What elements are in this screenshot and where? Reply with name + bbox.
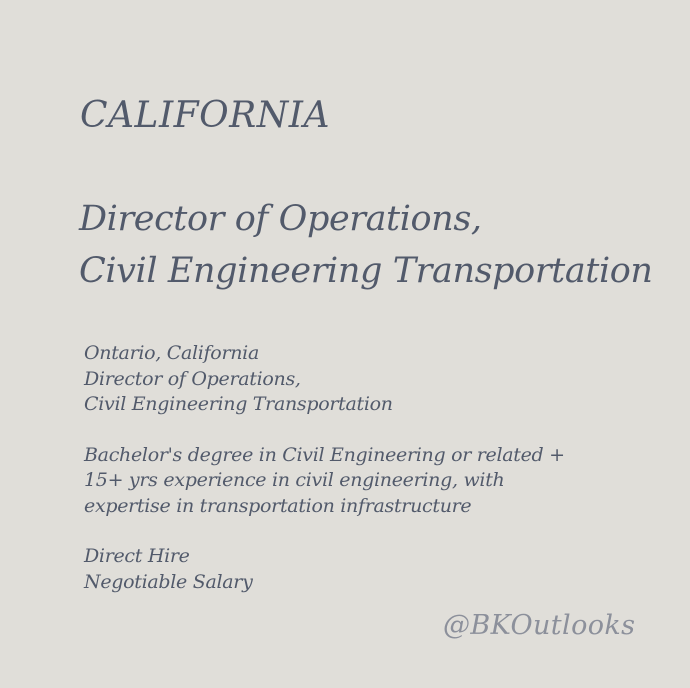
hire-type-line: Direct Hire	[84, 545, 190, 567]
region-heading: CALIFORNIA	[80, 95, 330, 136]
requirement-line: Bachelor's degree in Civil Engineering or related +	[84, 443, 565, 466]
job-title-line: Director of Operations,	[79, 199, 482, 239]
job-title-line: Civil Engineering Transportation	[79, 251, 653, 291]
social-handle: @BKOutlooks	[443, 610, 636, 641]
location-line: Ontario, California	[84, 342, 259, 364]
spacer	[84, 418, 565, 443]
terms-block	[84, 544, 565, 595]
job-title	[79, 193, 653, 297]
job-details	[84, 341, 565, 595]
position-line: Civil Engineering Transportation	[84, 393, 393, 415]
requirements-block	[84, 443, 565, 520]
salary-line: Negotiable Salary	[84, 570, 253, 593]
spacer	[84, 519, 565, 544]
requirement-line: expertise in transportation infrastructure	[84, 494, 472, 517]
requirement-line: 15+ yrs experience in civil engineering, with	[84, 469, 505, 491]
position-line: Director of Operations,	[84, 367, 301, 390]
location-block	[84, 341, 565, 418]
